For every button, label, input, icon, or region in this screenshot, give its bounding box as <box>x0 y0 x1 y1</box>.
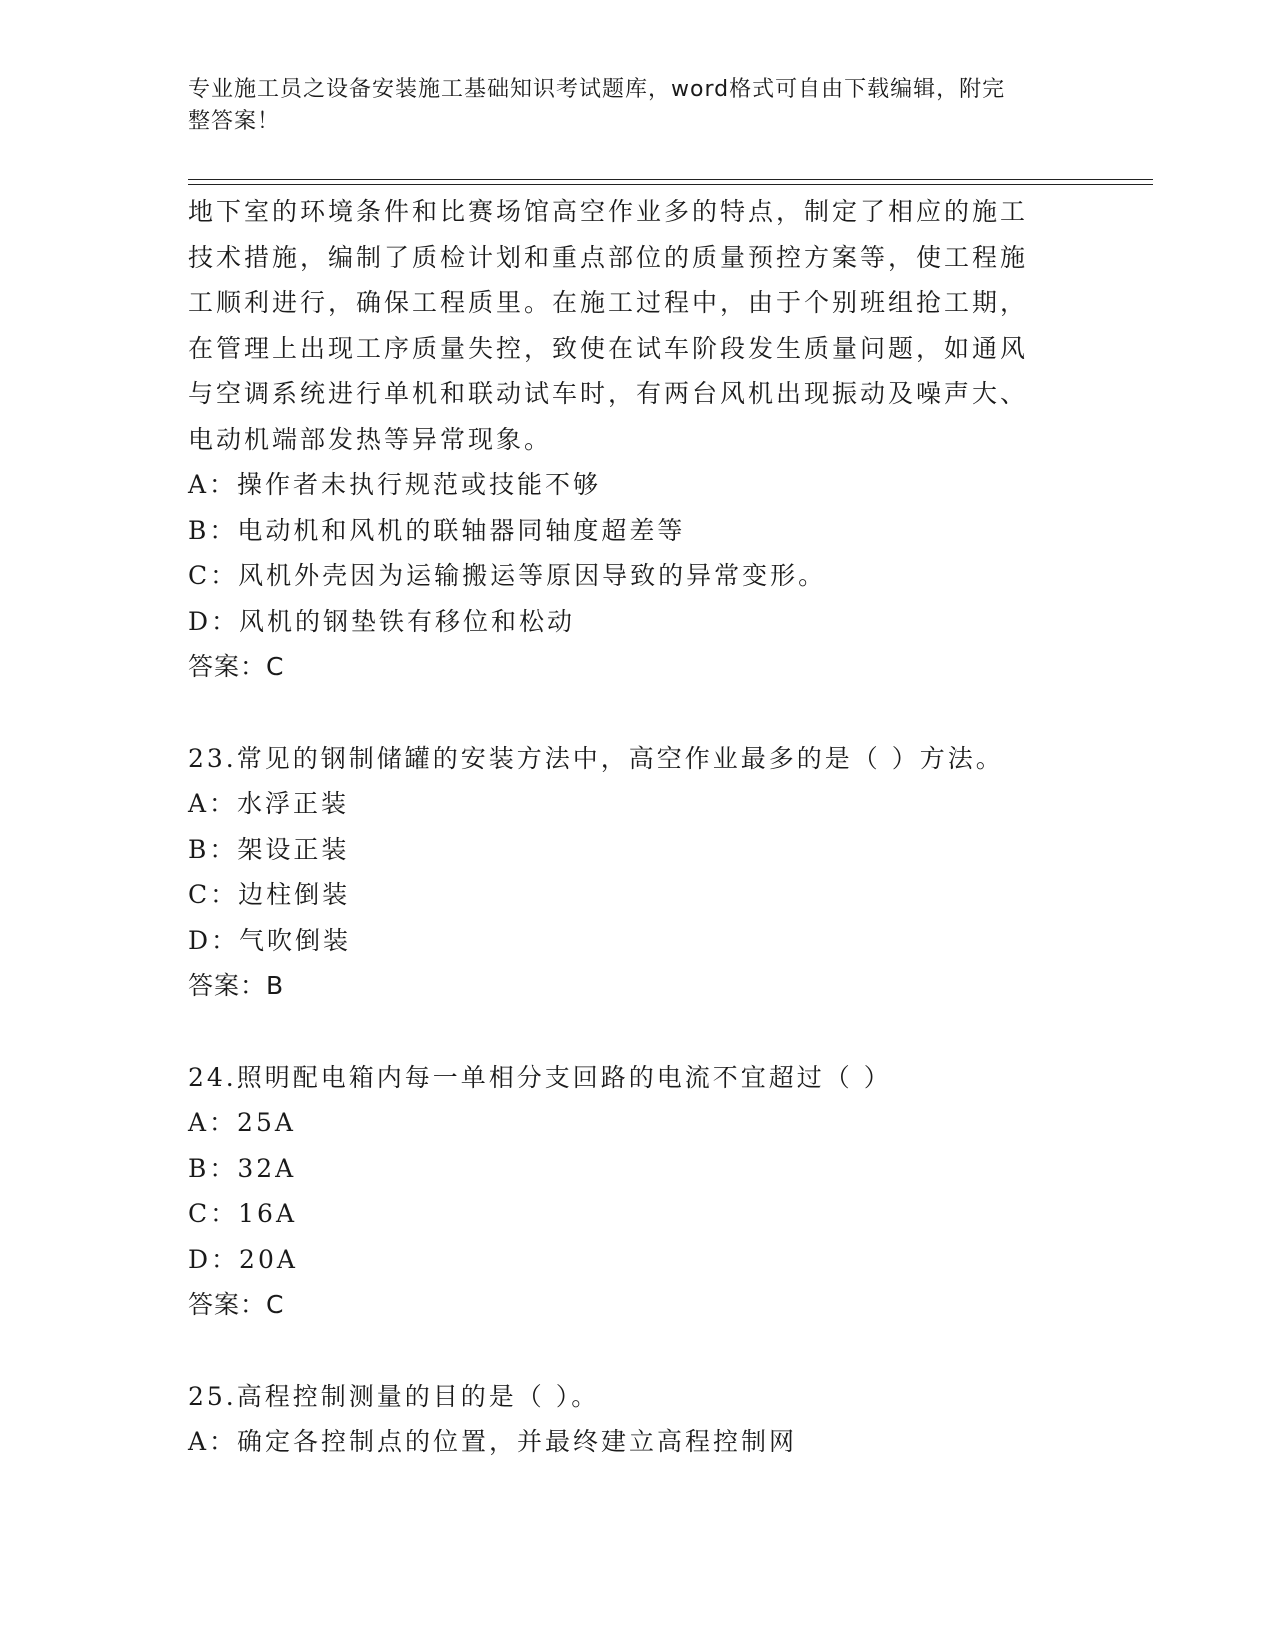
question-stem-line: 工顺利进行，确保工程质里。在施工过程中，由于个别班组抢工期， <box>188 288 1029 317</box>
answer-line: 答案：C <box>188 1290 285 1319</box>
option-a: A：操作者未执行规范或技能不够 <box>188 470 602 499</box>
question-stem: 25.高程控制测量的目的是（ ）。 <box>188 1381 600 1411</box>
question-list <box>188 189 1088 1465</box>
option-c: C：16A <box>188 1199 297 1228</box>
option-a: A：水浮正装 <box>188 789 350 818</box>
question-spacer <box>188 690 1088 736</box>
question-24 <box>188 1055 1088 1328</box>
option-a: A：25A <box>188 1108 296 1137</box>
option-d: D：风机的钢垫铁有移位和松动 <box>188 606 576 636</box>
option-b: B：架设正装 <box>188 834 350 864</box>
question-stem-line: 与空调系统进行单机和联动试车时，有两台风机出现振动及噪声大、 <box>188 379 1029 408</box>
document-header: 专业施工员之设备安装施工基础知识考试题库，word格式可自由下载编辑，附完 整答案！ <box>188 77 1006 134</box>
option-d: D：气吹倒装 <box>188 925 352 955</box>
option-c: C：边柱倒装 <box>188 880 351 909</box>
option-b: B：32A <box>188 1153 297 1183</box>
question-23 <box>188 736 1088 1009</box>
question-stem-line: 在管理上出现工序质量失控，致使在试车阶段发生质量问题，如通风 <box>188 333 1029 363</box>
answer-line: 答案：C <box>188 652 285 681</box>
question-stem-line: 地下室的环境条件和比赛场馆高空作业多的特点，制定了相应的施工 <box>188 197 1029 226</box>
option-c: C：风机外壳因为运输搬运等原因导致的异常变形。 <box>188 561 827 590</box>
question-stem: 23.常见的钢制储罐的安装方法中，高空作业最多的是（ ）方法。 <box>188 743 1004 773</box>
question-25 <box>188 1374 1088 1465</box>
answer-line: 答案：B <box>188 971 285 1000</box>
option-d: D：20A <box>188 1244 298 1274</box>
question-22 <box>188 189 1088 690</box>
question-stem-line: 电动机端部发热等异常现象。 <box>188 424 553 454</box>
question-spacer <box>188 1009 1088 1055</box>
question-stem-line: 技术措施，编制了质检计划和重点部位的质量预控方案等，使工程施 <box>188 242 1029 272</box>
option-b: B：电动机和风机的联轴器同轴度超差等 <box>188 515 686 545</box>
header-rule-bottom <box>188 184 1153 185</box>
header-rule-top <box>188 179 1153 180</box>
question-stem: 24.照明配电箱内每一单相分支回路的电流不宜超过（ ） <box>188 1062 892 1092</box>
question-spacer <box>188 1328 1088 1374</box>
option-a: A：确定各控制点的位置，并最终建立高程控制网 <box>188 1427 798 1456</box>
